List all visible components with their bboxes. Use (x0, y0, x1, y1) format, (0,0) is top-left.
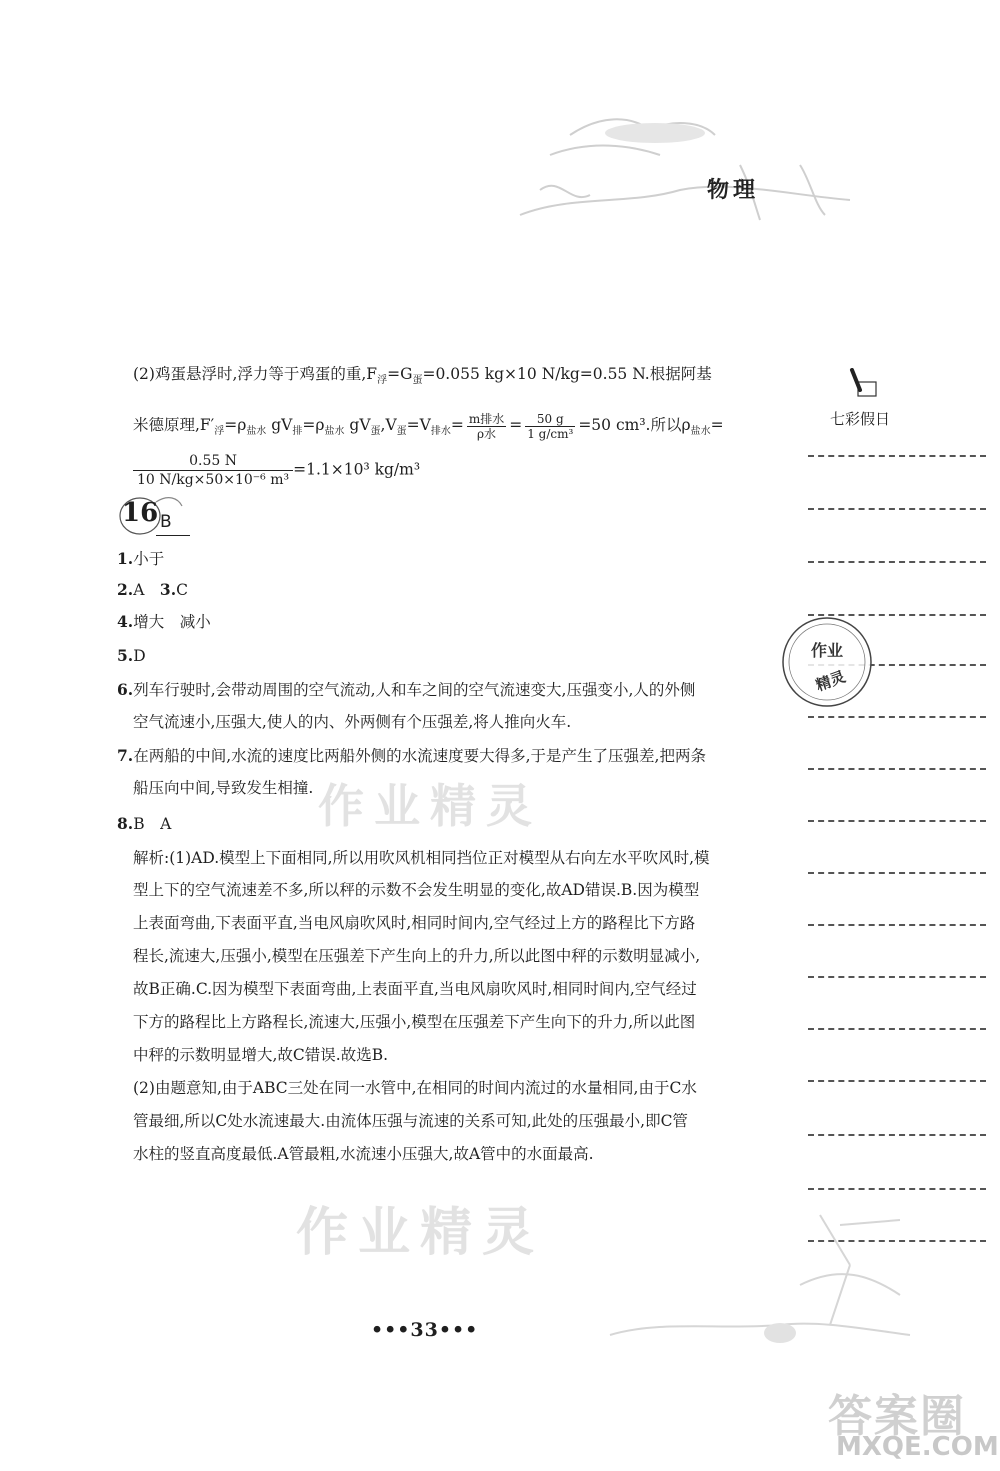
analysis-line: (2)由题意知,由于ABC三处在同一水管中,在相同的时间内流过的水量相同,由于C水 (133, 1079, 697, 1097)
analysis-line: 中秤的示数明显增大,故C错误.故选B. (133, 1046, 389, 1064)
answer-2-3: 2.A 3.C (117, 580, 188, 599)
intro-line-2: 米德原理$,F'_浮=\rho_{盐水}$ $gV_排=\rho_{盐水}$ $gV_蛋,V_蛋=V_{排水}=$ $\frac{\text{m排水}}{\text{ρ水}}$ = $\frac{50 g}{\text{1 g/cm³}}$ =50 cm³.所以$\rho_{盐水}=$ (133, 411, 724, 441)
analysis-line: 下方的路程比上方路程长,流速大,压强小,模型在压强差下产生向下的升力,所以此图 (133, 1013, 696, 1031)
footer-decoration (600, 1205, 920, 1375)
intro-line-3: $\frac{0.55 N}{\text{10 N/kg×50×10⁻⁶ m³}}$ =1.1×10³ kg/m³ (133, 452, 420, 489)
fraction-density-result: $\frac{0.55 N}{\text{10 N/kg×50×10⁻⁶ m³}}$ (133, 452, 293, 489)
answer-7-cont: 船压向中间,导致发生相撞. (133, 779, 314, 797)
fraction-50g: $\frac{50 g}{\text{1 g/cm³}}$ (527, 411, 574, 441)
notes-rule (808, 768, 986, 770)
answer-1: 1.小于 (117, 549, 165, 568)
fraction-mass-density: $\frac{\text{m排水}}{\text{ρ水}}$ (468, 411, 505, 441)
site-logo: 答案圈 (828, 1391, 966, 1442)
notes-rule (808, 1188, 986, 1190)
site-url: MXQE.COM (836, 1432, 999, 1462)
notes-rule (808, 716, 986, 718)
notes-rule (808, 561, 986, 563)
notes-rule (808, 976, 986, 978)
analysis-line: 型上下的空气流速差不多,所以秤的示数不会发生明显的变化,故AD错误.B.因为模型 (133, 881, 700, 899)
notes-rule (808, 820, 986, 822)
notes-rule (808, 1028, 986, 1030)
page-number: •••33••• (371, 1319, 479, 1341)
answer-4: 4.增大 减小 (117, 612, 211, 631)
notes-rule (808, 455, 986, 457)
answer-7: 7.在两船的中间,水流的速度比两船外侧的水流速度要大得多,于是产生了压强差,把两条 (117, 746, 706, 765)
answer-6: 6.列车行驶时,会带动周围的空气流动,人和车之间的空气流速变大,压强变小,人的外侧 (117, 680, 696, 699)
analysis-line: 管最细,所以C处水流速最大.由流体压强与流速的关系可知,此处的压强最小,即C管 (133, 1112, 688, 1130)
notes-rule (808, 1134, 986, 1136)
notes-rule (808, 924, 986, 926)
notes-rule (808, 1080, 986, 1082)
answer-5: 5.D (117, 646, 146, 665)
answer-8: 8.B A (117, 814, 172, 833)
watermark-text-lower: 作业精灵 (296, 1203, 545, 1263)
pen-icon (846, 368, 882, 408)
analysis-line: 水柱的竖直高度最低.A管最粗,水流速小压强大,故A管中的水面最高. (133, 1145, 594, 1163)
stamp-line1: 作业 (810, 641, 844, 660)
homework-stamp (777, 612, 877, 712)
header-decoration (510, 95, 870, 245)
notes-rule (808, 872, 986, 874)
answer-6-cont: 空气流速小,压强大,使人的内、外两侧有个压强差,将人推向火车. (133, 713, 572, 731)
section-number: 16 (122, 498, 159, 528)
analysis-line: 上表面弯曲,下表面平直,当电风扇吹风时,相同时间内,空气经过上方的路程比下方路 (133, 914, 696, 932)
watermark-text: 作业精灵 (318, 779, 542, 833)
section-underline (156, 535, 190, 536)
analysis-line: 解析:(1)AD.模型上下面相同,所以用吹风机相同挡位正对模型从右向左水平吹风时,模 (133, 849, 710, 867)
analysis-line: 故B正确.C.因为模型下表面弯曲,上表面平直,当电风扇吹风时,相同时间内,空气经过 (133, 980, 697, 998)
notes-rule (808, 508, 986, 510)
section-letter: B (160, 512, 172, 532)
brand-name: 七彩假日 (830, 410, 891, 428)
analysis-line: 程长,流速大,压强小,模型在压强差下产生向上的升力,所以此图中秤的示数明显减小, (133, 947, 701, 965)
intro-line-1: (2)鸡蛋悬浮时,浮力等于鸡蛋的重$,F_浮=G_蛋=0.055$ kg×10 N/kg=0.55 N.根据阿基 (133, 365, 712, 387)
stamp-line2: 精灵 (813, 667, 848, 695)
subject-title: 物理 (707, 177, 760, 203)
